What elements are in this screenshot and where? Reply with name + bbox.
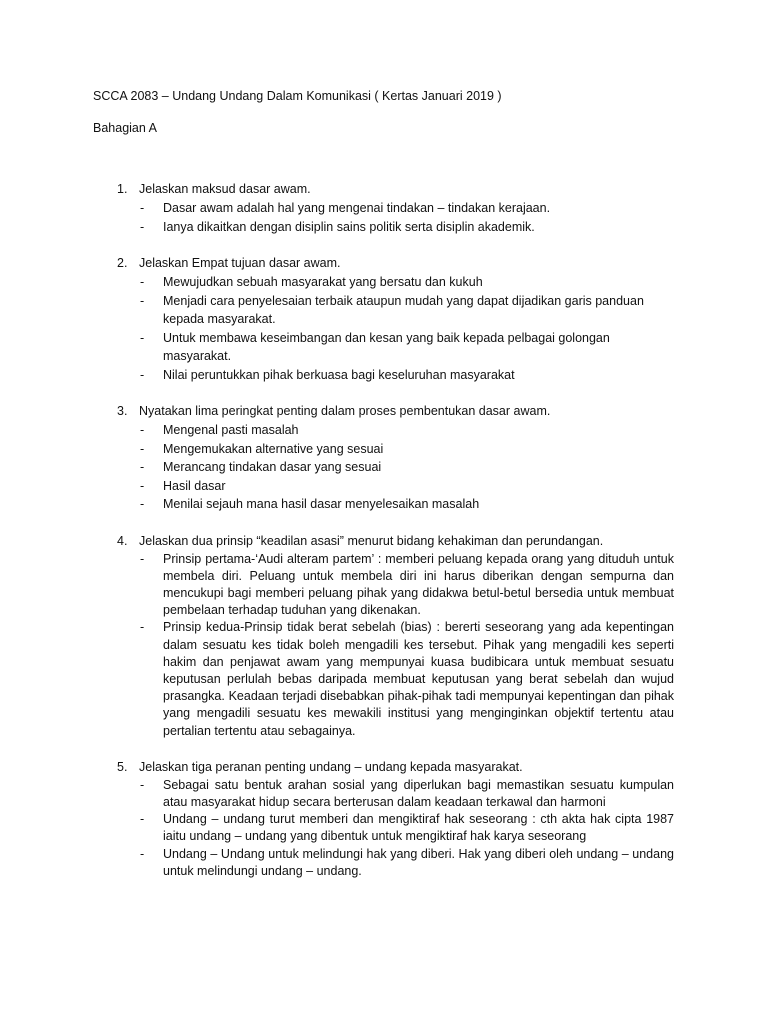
answer-text: Prinsip pertama-‘Audi alteram partem’ : memberi peluang kepada orang yang dituduh untuk membela diri. Peluang untuk membela diri ini harus diberikan dengan sempurna dan mencukupi bagi memberi peluang pihak yang didakwa betul-betul bersedia untuk membuat pembelaan terhadap tuduhan yang dikenakan. bbox=[163, 551, 674, 618]
question-number: 1. bbox=[117, 182, 128, 196]
question-heading bbox=[0, 758, 768, 777]
question-heading bbox=[0, 402, 768, 421]
answer-list bbox=[0, 421, 768, 514]
answer-item bbox=[0, 551, 674, 620]
answer-text: Mengemukakan alternative yang sesuai bbox=[163, 441, 384, 456]
bullet-dash: - bbox=[140, 846, 145, 861]
answer-item bbox=[0, 777, 674, 811]
question-text: Nyatakan lima peringkat penting dalam proses pembentukan dasar awam. bbox=[139, 404, 551, 418]
bullet-dash: - bbox=[140, 293, 145, 308]
bullet-dash: - bbox=[140, 478, 145, 493]
answer-text: Prinsip kedua-Prinsip tidak berat sebelah (bias) : bererti seseorang yang ada kepentingan dalam sesuatu kes tidak boleh mengadili kes tersebut. Pihak yang mengadili kes seperti hakim dan penjawat awam yang mempunyai kuasa budibicara untuk membuat sesuatu keputusan perlulah bebas daripada membuat keputusan yang berat sebelah dan wujud prasangka. Keadaan terjadi disebabkan pihak-pihak tadi mempunyai kepentingan dan pihak yang mengadili sesuatu kes mewakili institusi yang menginginkan objektif tertentu atau pertalian tertentu atau sebagainya. bbox=[163, 620, 674, 738]
answer-text: Menilai sejauh mana hasil dasar menyelesaikan masalah bbox=[163, 497, 480, 511]
question-text: Jelaskan maksud dasar awam. bbox=[139, 182, 311, 196]
answer-item bbox=[0, 458, 674, 477]
bullet-dash: - bbox=[140, 497, 145, 511]
question-list bbox=[0, 180, 768, 898]
bullet-dash: - bbox=[140, 620, 145, 635]
question-heading bbox=[0, 254, 768, 273]
answer-text: Undang – Undang untuk melindungi hak yang diberi. Hak yang diberi oleh undang – undang untuk melindungi undang – undang. bbox=[163, 846, 674, 878]
bullet-dash: - bbox=[140, 275, 145, 289]
answer-item bbox=[0, 199, 674, 218]
answer-text: Nilai peruntukkan pihak berkuasa bagi keseluruhan masyarakat bbox=[163, 367, 515, 382]
answer-item bbox=[0, 477, 674, 496]
bullet-dash: - bbox=[140, 330, 145, 345]
question-text: Jelaskan tiga peranan penting undang – undang kepada masyarakat. bbox=[139, 759, 523, 774]
question-number: 2. bbox=[117, 256, 128, 270]
question-text: Jelaskan dua prinsip “keadilan asasi” menurut bidang kehakiman dan perundangan. bbox=[139, 533, 604, 548]
answer-item bbox=[0, 811, 674, 845]
answer-text: Sebagai satu bentuk arahan sosial yang diperlukan bagi memastikan sesuatu kumpulan atau masyarakat hidup secara berterusan dalam keadaan terkawal dan harmoni bbox=[163, 777, 674, 809]
answer-item bbox=[0, 495, 674, 514]
question-text: Jelaskan Empat tujuan dasar awam. bbox=[139, 256, 341, 270]
question-1 bbox=[0, 180, 768, 236]
question-number: 5. bbox=[117, 759, 128, 774]
question-2 bbox=[0, 254, 768, 384]
answer-list bbox=[0, 273, 768, 384]
answer-item bbox=[0, 218, 674, 237]
question-5 bbox=[0, 758, 768, 880]
bullet-dash: - bbox=[140, 201, 145, 215]
bullet-dash: - bbox=[140, 219, 145, 234]
answer-text: Dasar awam adalah hal yang mengenai tindakan – tindakan kerajaan. bbox=[163, 201, 551, 215]
answer-text: Mewujudkan sebuah masyarakat yang bersatu dan kukuh bbox=[163, 275, 483, 289]
answer-item bbox=[0, 440, 674, 459]
answer-list bbox=[0, 199, 768, 236]
bullet-dash: - bbox=[140, 441, 145, 456]
answer-list bbox=[0, 777, 768, 880]
answer-text: Untuk membawa keseimbangan dan kesan yang baik kepada pelbagai golongan masyarakat. bbox=[163, 330, 610, 363]
bullet-dash: - bbox=[140, 777, 145, 792]
question-number: 4. bbox=[117, 533, 128, 548]
answer-text: Mengenal pasti masalah bbox=[163, 423, 299, 437]
answer-text: Menjadi cara penyelesaian terbaik ataupun mudah yang dapat dijadikan garis panduan kepada masyarakat. bbox=[163, 293, 644, 326]
section-heading: Bahagian A bbox=[93, 121, 157, 135]
answer-item bbox=[0, 366, 674, 385]
answer-list bbox=[0, 551, 768, 740]
bullet-dash: - bbox=[140, 812, 145, 827]
bullet-dash: - bbox=[140, 551, 145, 566]
answer-item bbox=[0, 846, 674, 880]
answer-text: Hasil dasar bbox=[163, 478, 226, 493]
document-title: SCCA 2083 – Undang Undang Dalam Komunikasi ( Kertas Januari 2019 ) bbox=[93, 89, 502, 103]
answer-item bbox=[0, 329, 674, 366]
question-3 bbox=[0, 402, 768, 514]
bullet-dash: - bbox=[140, 460, 145, 474]
question-heading bbox=[0, 180, 768, 199]
question-heading bbox=[0, 532, 768, 551]
question-number: 3. bbox=[117, 404, 128, 418]
bullet-dash: - bbox=[140, 423, 145, 437]
answer-text: Undang – undang turut memberi dan mengiktiraf hak seseorang : cth akta hak cipta 1987 iaitu undang – undang yang dibentuk untuk mengiktiraf hak karya seseorang bbox=[163, 812, 674, 844]
question-4 bbox=[0, 532, 768, 740]
answer-item bbox=[0, 619, 674, 739]
bullet-dash: - bbox=[140, 367, 145, 382]
answer-item bbox=[0, 421, 674, 440]
answer-text: Ianya dikaitkan dengan disiplin sains politik serta disiplin akademik. bbox=[163, 219, 535, 234]
answer-item bbox=[0, 292, 674, 329]
answer-item bbox=[0, 273, 674, 292]
answer-text: Merancang tindakan dasar yang sesuai bbox=[163, 460, 382, 474]
